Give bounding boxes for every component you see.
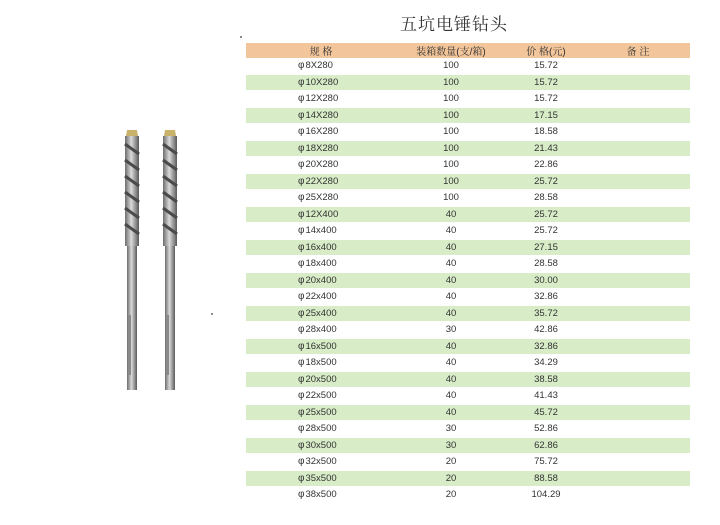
spec-cell [246, 355, 396, 372]
diameter-icon: φ [298, 76, 305, 88]
note-cell [586, 454, 690, 471]
spec-cell [246, 124, 396, 141]
qty-cell: 100 [396, 173, 506, 190]
price-cell: 34.29 [506, 355, 586, 372]
spec-cell [246, 487, 396, 504]
table-row [246, 91, 690, 108]
price-cell: 32.86 [506, 289, 586, 306]
price-cell: 38.58 [506, 371, 586, 388]
note-cell [586, 388, 690, 405]
spec-value: 35x500 [305, 472, 337, 484]
header-note: 备 注 [586, 43, 690, 58]
diameter-icon: φ [298, 175, 305, 187]
price-cell: 88.58 [506, 470, 586, 487]
diameter-icon: φ [298, 258, 305, 270]
price-cell: 25.72 [506, 173, 586, 190]
note-cell [586, 58, 690, 74]
diameter-icon: φ [298, 225, 305, 237]
price-cell: 41.43 [506, 388, 586, 405]
spec-value: 14X280 [305, 109, 339, 121]
drill-bits-image [110, 120, 200, 400]
qty-cell: 40 [396, 256, 506, 273]
diameter-icon: φ [298, 439, 305, 451]
table-row [246, 289, 690, 306]
diameter-icon: φ [298, 93, 305, 105]
spec-value: 25x400 [305, 307, 337, 319]
spec-value: 38x500 [305, 489, 337, 501]
spec-value: 20X280 [305, 159, 339, 171]
note-cell [586, 91, 690, 108]
diameter-icon: φ [298, 340, 305, 352]
table-row [246, 140, 690, 157]
table-row [246, 74, 690, 91]
note-cell [586, 289, 690, 306]
price-cell: 28.58 [506, 256, 586, 273]
diameter-icon: φ [298, 357, 305, 369]
spec-value: 16x500 [305, 340, 337, 352]
note-cell [586, 437, 690, 454]
qty-cell: 100 [396, 91, 506, 108]
qty-cell: 100 [396, 124, 506, 141]
spec-value: 18x500 [305, 357, 337, 369]
spec-cell [246, 371, 396, 388]
price-cell: 62.86 [506, 437, 586, 454]
diameter-icon: φ [298, 109, 305, 121]
spec-cell [246, 223, 396, 240]
price-cell: 28.58 [506, 190, 586, 207]
price-cell: 27.15 [506, 239, 586, 256]
table-header-row [246, 43, 690, 58]
diameter-icon: φ [298, 60, 305, 72]
note-cell [586, 421, 690, 438]
spec-cell [246, 91, 396, 108]
price-cell: 35.72 [506, 305, 586, 322]
diameter-icon: φ [298, 489, 305, 501]
diameter-icon: φ [298, 241, 305, 253]
note-cell [586, 470, 690, 487]
qty-cell: 20 [396, 487, 506, 504]
spec-cell [246, 58, 396, 74]
qty-cell: 100 [396, 157, 506, 174]
price-cell: 52.86 [506, 421, 586, 438]
spec-value: 20x500 [305, 373, 337, 385]
spec-cell [246, 140, 396, 157]
price-table [246, 43, 690, 504]
table-row [246, 206, 690, 223]
diameter-icon: φ [298, 456, 305, 468]
note-cell [586, 140, 690, 157]
price-cell: 25.72 [506, 206, 586, 223]
spec-value: 22x400 [305, 291, 337, 303]
table-body [246, 58, 690, 503]
diameter-icon: φ [298, 472, 305, 484]
header-price: 价 格(元) [506, 43, 586, 58]
note-cell [586, 272, 690, 289]
table-row [246, 338, 690, 355]
table-row [246, 173, 690, 190]
table-row [246, 371, 690, 388]
price-cell: 25.72 [506, 223, 586, 240]
qty-cell: 100 [396, 58, 506, 74]
spec-cell [246, 157, 396, 174]
qty-cell: 30 [396, 322, 506, 339]
price-cell: 32.86 [506, 338, 586, 355]
note-cell [586, 190, 690, 207]
qty-cell: 40 [396, 371, 506, 388]
spec-cell [246, 388, 396, 405]
spec-value: 25x500 [305, 406, 337, 418]
qty-cell: 40 [396, 272, 506, 289]
table-row [246, 58, 690, 74]
qty-cell: 40 [396, 223, 506, 240]
spec-value: 25X280 [305, 192, 339, 204]
note-cell [586, 355, 690, 372]
spec-cell [246, 239, 396, 256]
note-cell [586, 173, 690, 190]
qty-cell: 100 [396, 74, 506, 91]
drill-bit-right [163, 130, 177, 390]
diameter-icon: φ [298, 208, 305, 220]
note-cell [586, 74, 690, 91]
note-cell [586, 305, 690, 322]
spec-value: 22x500 [305, 390, 337, 402]
spec-cell [246, 74, 396, 91]
qty-cell: 100 [396, 107, 506, 124]
spec-cell [246, 173, 396, 190]
spec-value: 32x500 [305, 456, 337, 468]
spec-cell [246, 305, 396, 322]
table-row [246, 404, 690, 421]
table-row [246, 239, 690, 256]
spec-cell [246, 421, 396, 438]
table-row [246, 470, 690, 487]
note-cell [586, 338, 690, 355]
note-cell [586, 256, 690, 273]
scan-speck [211, 313, 213, 315]
spec-value: 12X400 [305, 208, 339, 220]
diameter-icon: φ [298, 274, 305, 286]
qty-cell: 40 [396, 239, 506, 256]
price-cell: 21.43 [506, 140, 586, 157]
spec-value: 14x400 [305, 225, 337, 237]
price-cell: 17.15 [506, 107, 586, 124]
note-cell [586, 404, 690, 421]
note-cell [586, 157, 690, 174]
spec-cell [246, 256, 396, 273]
table-row [246, 124, 690, 141]
note-cell [586, 223, 690, 240]
note-cell [586, 487, 690, 504]
spec-cell [246, 437, 396, 454]
header-qty: 装箱数量(支/箱) [396, 43, 506, 58]
header-spec: 规 格 [246, 43, 396, 58]
price-cell: 30.00 [506, 272, 586, 289]
qty-cell: 100 [396, 190, 506, 207]
qty-cell: 40 [396, 404, 506, 421]
price-cell: 15.72 [506, 91, 586, 108]
spec-cell [246, 322, 396, 339]
table-row [246, 107, 690, 124]
spec-value: 18X280 [305, 142, 339, 154]
note-cell [586, 322, 690, 339]
spec-cell [246, 404, 396, 421]
table-row [246, 190, 690, 207]
diameter-icon: φ [298, 192, 305, 204]
note-cell [586, 107, 690, 124]
qty-cell: 30 [396, 437, 506, 454]
qty-cell: 40 [396, 289, 506, 306]
spec-value: 20x400 [305, 274, 337, 286]
diameter-icon: φ [298, 390, 305, 402]
price-cell: 15.72 [506, 74, 586, 91]
qty-cell: 20 [396, 454, 506, 471]
price-cell: 75.72 [506, 454, 586, 471]
diameter-icon: φ [298, 373, 305, 385]
spec-value: 18x400 [305, 258, 337, 270]
diameter-icon: φ [298, 307, 305, 319]
qty-cell: 40 [396, 388, 506, 405]
spec-value: 16X280 [305, 126, 339, 138]
spec-value: 8X280 [305, 60, 333, 72]
scan-speck [240, 36, 242, 38]
price-cell: 18.58 [506, 124, 586, 141]
qty-cell: 30 [396, 421, 506, 438]
page-title: 五坑电锤钻头 [400, 15, 508, 35]
spec-cell [246, 338, 396, 355]
diameter-icon: φ [298, 142, 305, 154]
spec-value: 30x500 [305, 439, 337, 451]
qty-cell: 20 [396, 470, 506, 487]
spec-cell [246, 107, 396, 124]
spec-cell [246, 206, 396, 223]
table-row [246, 421, 690, 438]
spec-cell [246, 190, 396, 207]
note-cell [586, 124, 690, 141]
qty-cell: 40 [396, 355, 506, 372]
price-cell: 22.86 [506, 157, 586, 174]
diameter-icon: φ [298, 159, 305, 171]
note-cell [586, 371, 690, 388]
qty-cell: 40 [396, 338, 506, 355]
diameter-icon: φ [298, 291, 305, 303]
table-row [246, 437, 690, 454]
table-row [246, 322, 690, 339]
table-row [246, 388, 690, 405]
table-row [246, 223, 690, 240]
table-row [246, 454, 690, 471]
spec-value: 28x400 [305, 324, 337, 336]
qty-cell: 40 [396, 206, 506, 223]
diameter-icon: φ [298, 406, 305, 418]
spec-cell [246, 470, 396, 487]
spec-value: 22X280 [305, 175, 339, 187]
spec-cell [246, 289, 396, 306]
price-cell: 45.72 [506, 404, 586, 421]
qty-cell: 100 [396, 140, 506, 157]
table-row [246, 305, 690, 322]
table-row [246, 256, 690, 273]
spec-value: 28x500 [305, 423, 337, 435]
note-cell [586, 206, 690, 223]
drill-bit-left [125, 130, 139, 390]
price-cell: 104.29 [506, 487, 586, 504]
note-cell [586, 239, 690, 256]
spec-cell [246, 454, 396, 471]
price-cell: 42.86 [506, 322, 586, 339]
table-row [246, 157, 690, 174]
diameter-icon: φ [298, 324, 305, 336]
diameter-icon: φ [298, 126, 305, 138]
qty-cell: 40 [396, 305, 506, 322]
spec-cell [246, 272, 396, 289]
spec-value: 16x400 [305, 241, 337, 253]
price-cell: 15.72 [506, 58, 586, 74]
table-row [246, 272, 690, 289]
diameter-icon: φ [298, 423, 305, 435]
table-row [246, 355, 690, 372]
spec-value: 12X280 [305, 93, 339, 105]
table-row [246, 487, 690, 504]
spec-value: 10X280 [305, 76, 339, 88]
